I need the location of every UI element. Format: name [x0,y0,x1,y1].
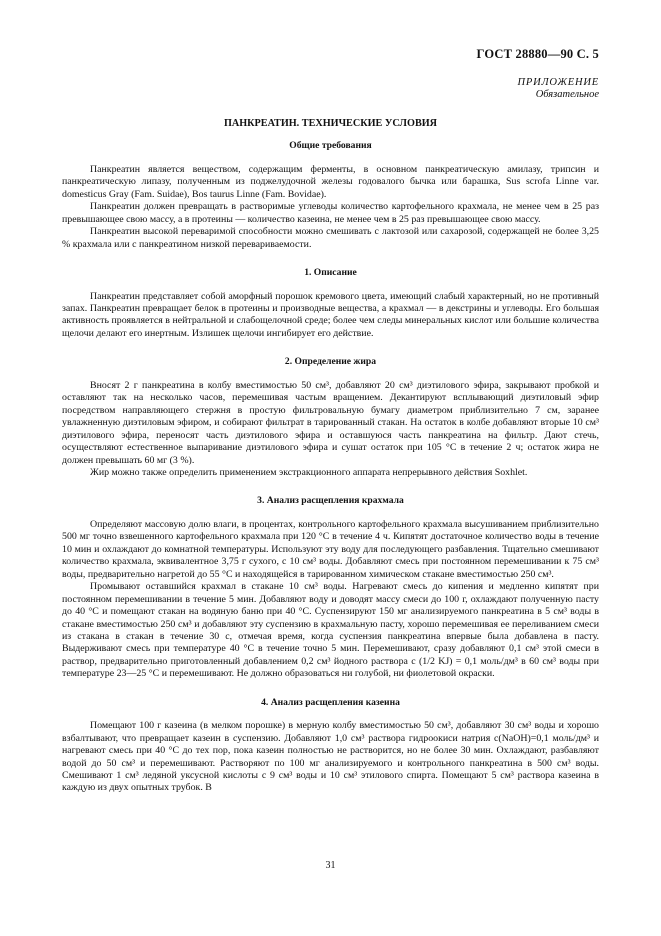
paragraph: Жир можно также определить применением экстракционного аппарата непрерывного действия Soxhlet. [90,466,528,478]
paragraph: Промывают оставшийся крахмал в стакане 10 см³ воды. Нагревают смесь до кипения и медленно кипятят при постоянном перемешивании в течение 5 мин. Добавляют воду и доводят массу смеси до 100 г, охлаждают полученную пасту до 40 °С и помещают стакан на водяную баню при 40 °С. Суспензируют 150 мг анализируемого панкреатина в 5 см³ воды в стакане вместимостью 250 см³ и добавляют эту суспензию в крахмальную пасту, хорошо перемешивая ее переливанием смеси из стакана в стакан в течение 30 с, отмечая время, когда суспензия панкреатина впервые была добавлена в пасту. Выдерживают смесь при температуре 40 °С в течение точно 5 мин. Перемешивают, сразу добавляют 0,1 см³ этой смеси в раствор, предварительно приготовленный добавлением 0,2 см³ йодного раствора c (1/2 KJ) = 0,1 моль/дм³ в 60 см³ воды при температуре 23—25 °С и перемешивают. Не должно образоваться ни голубой, ни фиолетовой окраски. [62,581,599,680]
standard-code-header: ГОСТ 28880—90 С. 5 [476,47,599,61]
section-heading-4: 4. Анализ расщепления казеина [261,696,400,708]
paragraph: Панкреатин высокой переваримой способности можно смешивать с лактозой или сахарозой, содержащей не более 3,25 % крахмала или с панкреатином низкой перевариваемости. [62,226,599,250]
paragraph: Помещают 100 г казеина (в мелком порошке) в мерную колбу вместимостью 50 см³, добавляют 30 см³ воды и хорошо взбалтывают, что превращает казеин в суспензию. Добавляют 1,0 см³ раствора гидроокиси натрия c(NaOH)=0,1 моль/дм³ и нагревают смесь при 40 °С до тех пор, пока казеин полностью не растворится, но не более 30 мин. Охлаждают, разбавляют водой до 50 см³ и перемешивают. Растворяют по 100 мг анализируемого и контрольного панкреатина в 500 см³ воды. Смешивают 1 см³ ледяной уксусной кислоты с 9 см³ воды и 10 см³ этилового спирта. Помещают 5 см³ раствора казеина в каждую из двух опытных трубок. В [62,720,599,794]
section-heading-2: 2. Определение жира [284,356,377,368]
document-body [62,118,599,795]
appendix-label-block [518,77,600,101]
section-heading-3: 3. Анализ расщепления крахмала [257,495,404,507]
document-title: ПАНКРЕАТИН. ТЕХНИЧЕСКИЕ УСЛОВИЯ [223,118,438,129]
paragraph: Панкреатин должен превращать в растворимые углеводы количество картофельного крахмала, не менее чем в 25 раз превышающее свою массу, а в протеины — количество казеина, не менее чем в 25 раз превышающее свою массу. [62,201,599,225]
appendix-label: ПРИЛОЖЕНИЕ [517,77,599,88]
section-heading-1: 1. Описание [304,267,357,279]
paragraph: Вносят 2 г панкреатина в колбу вместимостью 50 см³, добавляют 20 см³ диэтилового эфира, закрывают пробкой и оставляют так на несколько часов, перемешивая частым вращением. Декантируют всплывающий диэтиловый эфир посредством направляющего стержня в простую фильтровальную бумагу диаметром приблизительно 7 см, заранее увлажненную диэтиловым эфиром, и собирают фильтрат в тарированный стакан. На остаток в колбе добавляют вторые 10 см³ диэтилового эфира, переносят часть диэтилового эфира и оставшуюся часть панкреатина на фильтр. Дают стечь, осуществляют естественное выпаривание диэтилового эфира и сушат остаток при 105 °С в течение 2 ч; остаток жира не должен превышать 60 мг (3 %). [62,379,599,466]
paragraph: Панкреатин представляет собой аморфный порошок кремового цвета, имеющий слабый характерный, но не противный запах. Панкреатин превращает белок в протеины и производные вещества, а крахмал — в декстрины и углеводы. Его большая активность проявляется в нейтральной и слабощелочной среде; более чем следы минеральных кислот или большие количества щелочи делают его инертным. Излишек щелочи ингибирует его действие. [62,290,599,339]
paragraph: Панкреатин является веществом, содержащим ферменты, в основном панкреатическую амилазу, трипсин и панкреатическую липазу, полученным из поджелудочной железы годовалого бычка или барашка, Sus scrofa Linne var. domesticus Gray (Fam. Suidae), Bos taurus Linne (Fam. Bovidae). [62,163,599,200]
section-heading-general: Общие требования [289,140,372,152]
appendix-status: Обязательное [535,89,599,100]
paragraph: Определяют массовую долю влаги, в процентах, контрольного картофельного крахмала высушиванием приблизительно 500 мг точно взвешенного картофельного крахмала при 120 °С в течение 4 ч. Кипятят достаточное количество воды в течение 10 мин и охлаждают до комнатной температуры. Используют эту воду для последующего разбавления. Тщательно смешивают количество крахмала, эквивалентное 3,75 г сухого, с 10 см³ воды. Добавляют смесь при постоянном перемешивании к 75 см³ воды, предварительно нагретой до 55 °С и находящейся в тарированном химическом стакане вместимостью 250 см³. [62,518,599,580]
page-number: 31 [325,860,336,871]
